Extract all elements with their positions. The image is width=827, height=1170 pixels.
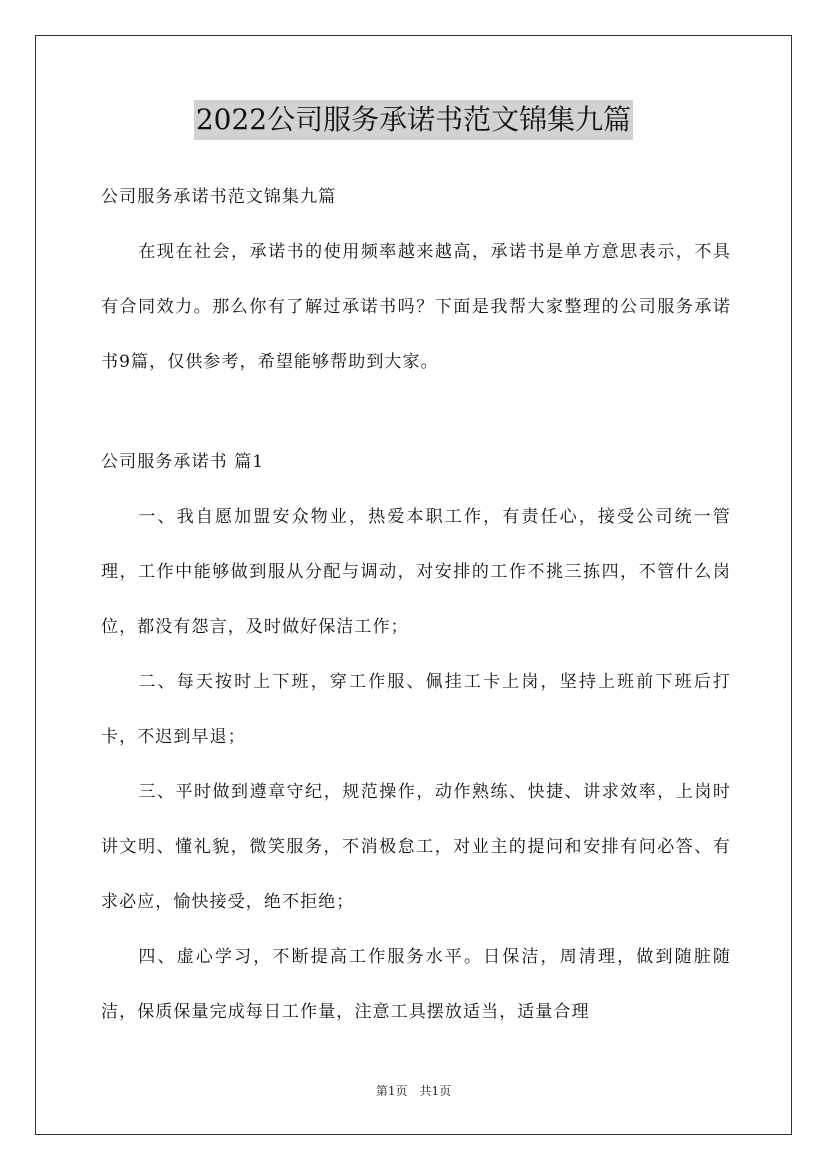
title-container: [0, 100, 827, 140]
intro-paragraph: 在现在社会，承诺书的使用频率越来越高，承诺书是单方意思表示，不具有合同效力。那么你有了解过承诺书吗？下面是我帮大家整理的公司服务承诺书9篇，仅供参考，希望能够帮助到大家。: [101, 242, 731, 372]
page-footer: 第1页 共1页: [375, 1084, 452, 1098]
document-subtitle: 公司服务承诺书范文锦集九篇: [101, 187, 337, 207]
paragraph-3: 三、平时做到遵章守纪，规范操作，动作熟练、快捷、讲求效率，上岗时讲文明、懂礼貌，微笑服务，不消极怠工，对业主的提问和安排有问必答、有求必应，愉快接受，绝不拒绝；: [101, 782, 731, 912]
document-title: 2022公司服务承诺书范文锦集九篇: [194, 100, 633, 140]
document-body: [101, 170, 731, 1040]
section-gap: [101, 390, 731, 435]
paragraph-2: 二、每天按时上下班，穿工作服、佩挂工卡上岗，坚持上班前下班后打卡，不迟到早退；: [101, 672, 731, 747]
paragraph-1: 一、我自愿加盟安众物业，热爱本职工作，有责任心，接受公司统一管理，工作中能够做到服从分配与调动，对安排的工作不挑三拣四，不管什么岗位，都没有怨言，及时做好保洁工作；: [101, 507, 731, 637]
section-heading: 公司服务承诺书 篇1: [101, 452, 265, 472]
paragraph-4: 四、虚心学习，不断提高工作服务水平。日保洁，周清理，做到随脏随洁，保质保量完成每日工作量，注意工具摆放适当，适量合理: [101, 947, 731, 1022]
